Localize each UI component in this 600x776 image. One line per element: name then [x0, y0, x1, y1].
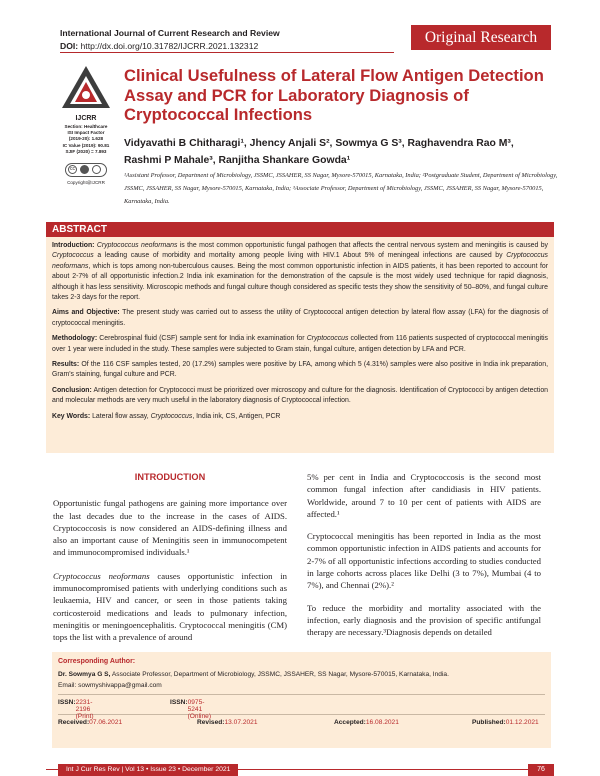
species-name: Cryptococcus	[52, 252, 94, 260]
metric-line: (2019-20): 1.628	[68, 136, 104, 142]
body-column-left	[53, 471, 287, 655]
metric-line: Section: Healthcare	[64, 124, 108, 129]
abstract-introduction	[52, 241, 548, 303]
cc-by-glyph	[80, 165, 89, 174]
text: Associate Professor, Department of Microbiology, JSSMC, JSSAHER, SS Nagar, Mysore-570015, Karnataka, India.	[110, 671, 449, 678]
header-rule	[60, 52, 394, 53]
section-label: Aims and Objective:	[52, 309, 120, 317]
issn-print	[58, 699, 94, 720]
body-paragraph: To reduce the morbidity and mortality associated with the infection, early diagnosis and the provision of specific antifungal therapy are necessary.³Diagnosis depends on detailed	[307, 602, 541, 638]
section-label: Conclusion:	[52, 386, 92, 394]
doi-link[interactable]: http://dx.doi.org/10.31782/IJCRR.2021.132312	[80, 41, 259, 51]
label: Published:	[472, 719, 506, 726]
label: ISSN:	[170, 699, 188, 706]
journal-metrics	[56, 124, 116, 155]
received-date	[58, 719, 123, 726]
authors-line: Rashmi P Mahale³, Ranjitha Shankare Gowda¹	[124, 154, 351, 166]
introduction-heading: INTRODUCTION	[134, 472, 206, 482]
text: is the most common opportunistic fungal pathogen that affects the central nervous system and meningitis is caused by	[177, 242, 548, 249]
authors-line: Vidyavathi B Chitharagi¹, Jhency Anjali S², Sowmya G S³, Raghavendra Rao M³,	[124, 138, 514, 149]
revised-date	[197, 719, 258, 726]
published-date	[472, 719, 539, 726]
author-name: Dr. Sowmya G S,	[58, 671, 111, 678]
corresponding-author-heading: Corresponding Author:	[58, 658, 136, 665]
text: Of the 116 CSF samples tested, 20 (17.2%) samples were positive by LFA, among which 5 (4.31%) samples were also positive in India ink preparation, Gram's staining, fungal culture and PCR.	[52, 361, 548, 379]
footer-citation: Int J Cur Res Rev | Vol 13 • Issue 23 • December 2021	[58, 764, 238, 776]
divider	[58, 694, 545, 695]
species-name: Cryptococcus	[150, 412, 193, 420]
text: Antigen detection for Cryptococci must be prioritized over microscopy and culture for the diagnosis. Identification of Cryptococci by antigen detection and molecular methods are very much useful in the laboratory diagnosis of Cryptococcal infection.	[52, 386, 548, 405]
abstract-conclusion	[52, 386, 548, 407]
accepted-date	[334, 719, 399, 726]
section-label: Introduction:	[52, 242, 95, 249]
species-name: Cryptococcus neoformans	[52, 252, 548, 270]
value: 0975-5241 (Online)	[187, 699, 212, 720]
abstract-heading: ABSTRACT	[46, 222, 554, 237]
body-paragraph: Cryptococcal meningitis has been reported in India as the most common opportunistic infection in AIDS patients and accounts for 2-7% of all opportunistic infections according to studies conducted in large cohorts across places like Delhi (3 to 7%), Mumbai (4 to 7%), and Chennai (2%).²	[307, 531, 541, 591]
issn-row	[58, 699, 545, 720]
dates-row	[58, 719, 545, 731]
label: Accepted:	[334, 719, 366, 726]
article-type-badge: Original Research	[411, 25, 551, 50]
author-list	[124, 136, 564, 169]
author-email[interactable]: Email: sowmyshivappa@gmail.com	[58, 682, 162, 689]
issn-online	[170, 699, 212, 720]
text: , India ink, CS, Antigen, PCR	[192, 412, 281, 420]
creative-commons-icon	[65, 163, 107, 177]
section-label: Key Words:	[52, 412, 91, 420]
copyright: Copyright@IJCRR	[67, 180, 105, 185]
abstract-results	[52, 360, 548, 381]
body-paragraph: Opportunistic fungal pathogens are gaining more importance over the last decades due to the increase in the cases of AIDS. Cryptococcosis is now considered an AIDS-defining illness and also an important cause of Meningitis seen in immunocompetent and immunocompromised individuals.¹	[53, 498, 287, 558]
journal-name: International Journal of Current Research and Review	[60, 28, 280, 38]
species-name: Cryptococcus neoformans	[96, 242, 178, 249]
abstract-aims	[52, 308, 548, 329]
species-name: Cryptococcus neoformans	[53, 570, 150, 581]
page-number: 76	[528, 764, 554, 776]
metric-line: ISI Impact Factor	[67, 130, 105, 136]
journal-logo-icon	[60, 64, 112, 110]
section-label: Results:	[52, 361, 80, 369]
logo-text: IJCRR	[75, 115, 97, 122]
species-name: Cryptococcus	[306, 335, 349, 343]
corresponding-author-box	[52, 652, 551, 748]
page-footer	[46, 764, 554, 776]
metric-line: SJIF (2020) = 7.893	[65, 148, 107, 154]
metric-line: IC Value (2019): 90.81	[62, 142, 110, 148]
value: 16.08.2021	[365, 719, 399, 726]
author-address	[58, 669, 545, 680]
abstract-box	[46, 237, 554, 453]
doi-label: DOI:	[60, 41, 79, 51]
text: Lateral flow assay,	[90, 412, 151, 420]
abstract-methodology	[52, 334, 548, 355]
text: The present study was carried out to assess the utility of Cryptococcal antigen detection by lateral flow assay (LFA) for the diagnosis of cryptococcal meningitis.	[52, 309, 548, 327]
text: a leading cause of morbidity and mortality among people living with HIV.1 About 5% of meningeal infections are caused by	[93, 252, 507, 260]
label: Revised:	[197, 719, 225, 726]
article-title: Clinical Usefulness of Lateral Flow Antigen Detection Assay and PCR for Laboratory Diagnosis of Cryptococcal Infections	[124, 66, 544, 124]
label: Received:	[58, 719, 90, 726]
body-paragraph	[53, 570, 287, 644]
value: 07.06.2021	[89, 719, 123, 726]
section-label: Methodology:	[52, 335, 98, 343]
value: 2231-2196 (Print)	[75, 699, 94, 720]
divider	[58, 714, 545, 715]
value: 13.07.2021	[224, 719, 258, 726]
abstract-keywords	[52, 412, 548, 422]
affiliations: ¹Assistant Professor, Department of Microbiology, JSSMC, JSSAHER, SS Nagar, Mysore-570015, Karnataka, India; ²Postgraduate Student, Department of Microbiology, JSSMC, JSSAHER, SS Nagar, Mysore-570015, Karnataka, India; ³Associate Professor, Department of Microbiology, JSSMC, JSSAHER, SS Nagar, Mysore-570015, Karnataka, India.	[124, 172, 558, 205]
text: causes opportunistic infection in immunocompromised patients with underlying conditions such as leukaemia, HIV and cancer, or seen in those patients taking corticosteroid medications and leads to pulmonary infection, meningitis or meningoencephalitis. Cryptococcal meningitis (CM) tops the list with a prevalence of around	[53, 570, 288, 643]
cc-nc-glyph	[92, 165, 101, 174]
label: ISSN:	[58, 699, 76, 706]
body-column-right	[307, 471, 541, 649]
text: , which is tops among non-tuberculous causes. Being the most common opportunistic infection in AIDS patients, it has been reported to account for about 2-7% of all opportunistic infection.2 India ink examination for the demonstration of the capsule is the most widely used technique for rapid diagnosis, although it has less sensitivity. Microscopic methods and fungal culture though considered as specific tests they show the sensitivity of 50–80%, and fungal culture takes 2-3 days for the report.	[52, 262, 548, 302]
body-paragraph: 5% per cent in India and Cryptococcosis is the second most common fungal infection after candidiasis in HIV patients. Worldwide, around 7 to 10 per cent of patients with AIDS are affected.¹	[307, 472, 541, 519]
doi-line	[60, 41, 258, 51]
cc-glyph: cc	[70, 166, 75, 172]
text: Cerebrospinal fluid (CSF) sample sent for India ink examination for	[97, 335, 307, 343]
value: 01.12.2021	[505, 719, 539, 726]
text: collected from 116 patients suspected of cryptococcal meningitis over 1 year were included in the study. These samples were subjected to Gram stain, fungal culture, antigen detection by LFA and PCR.	[52, 335, 549, 353]
